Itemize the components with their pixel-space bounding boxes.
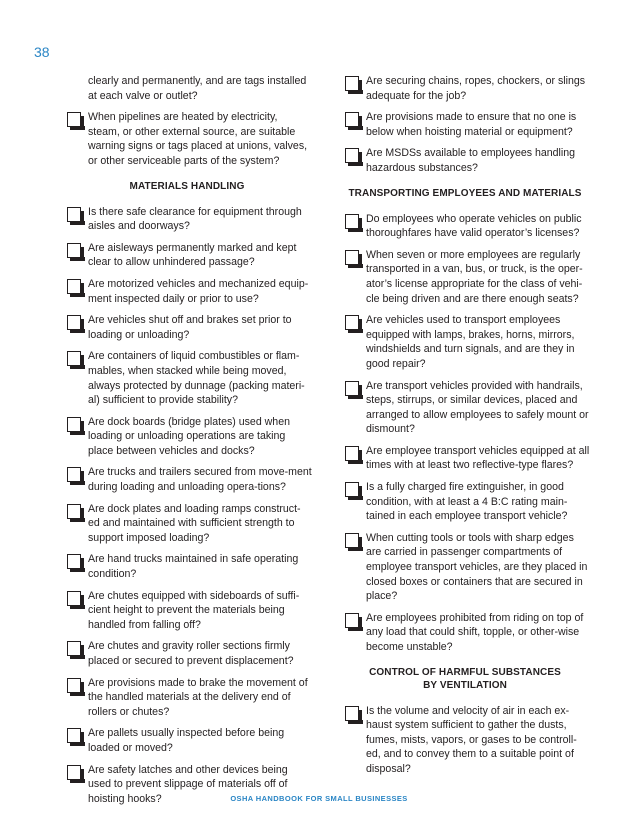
checkbox[interactable] xyxy=(345,533,359,548)
checklist-item xyxy=(340,74,590,103)
item-text: Are trucks and trailers secured from move-ment during loading and unloading opera-tions? xyxy=(88,466,312,494)
checklist-item xyxy=(340,531,590,604)
checkbox[interactable] xyxy=(345,613,359,628)
checklist-item xyxy=(340,146,590,175)
item-text: Are dock plates and loading ramps construct-ed and maintained with sufficient strength to support imposed loading? xyxy=(88,502,301,544)
checklist-item xyxy=(62,241,312,270)
item-text: Are aisleways permanently marked and kept clear to allow unhindered passage? xyxy=(88,241,297,269)
checkbox[interactable] xyxy=(67,243,81,258)
checklist-item xyxy=(62,205,312,234)
checkbox[interactable] xyxy=(345,250,359,265)
checkbox[interactable] xyxy=(345,76,359,91)
section-title-ventilation xyxy=(340,666,590,692)
checklist-item xyxy=(340,444,590,473)
checklist-item xyxy=(62,552,312,581)
checklist-item xyxy=(62,465,312,494)
section-title-line: BY VENTILATION xyxy=(423,679,507,691)
item-text: Are vehicles used to transport employees equipped with lamps, brakes, horns, mirrors, windshields and turn signals, and are they in good repair? xyxy=(366,314,575,370)
right-column xyxy=(340,74,590,784)
item-text: Are securing chains, ropes, chockers, or slings adequate for the job? xyxy=(366,75,586,102)
item-text: When pipelines are heated by electricity, steam, or other external source, are suitable warning signs or tags placed at unions, valves, or other serviceable parts of the system? xyxy=(88,111,308,167)
checklist-item xyxy=(340,212,590,241)
continued-item-text: clearly and permanently, and are tags installed at each valve or outlet? xyxy=(88,75,307,102)
checkbox[interactable] xyxy=(345,482,359,497)
checkbox[interactable] xyxy=(67,504,81,519)
item-text: Are pallets usually inspected before being loaded or moved? xyxy=(88,727,285,754)
item-text: Are employees prohibited from riding on top of any load that could shift, topple, or other-wise become unstable? xyxy=(366,611,584,653)
checkbox[interactable] xyxy=(67,315,81,330)
checkbox[interactable] xyxy=(67,279,81,294)
item-text: Is a fully charged fire extinguisher, in good condition, with at least a 4 B:C rating main-tained in each employee transport vehicle? xyxy=(366,481,568,523)
page-footer: OSHA HANDBOOK FOR SMALL BUSINESSES xyxy=(230,794,408,803)
checklist-item xyxy=(62,676,312,720)
checkbox[interactable] xyxy=(67,641,81,656)
section-title-line: CONTROL OF HARMFUL SUBSTANCES xyxy=(369,666,561,678)
item-text: Are transport vehicles provided with handrails, steps, stirrups, or similar devices, placed and arranged to allow employees to safely mount or dismount? xyxy=(366,379,589,436)
checklist-item xyxy=(62,589,312,633)
checkbox[interactable] xyxy=(345,446,359,461)
checkbox[interactable] xyxy=(67,591,81,606)
item-text: Are provisions made to brake the movement of the handled materials at the delivery end of rollers or chutes? xyxy=(88,676,308,718)
item-text: Are containers of liquid combustibles or flam-mables, when stacked while being moved, always protected by dunnage (packing materi-al) sufficient to provide stability? xyxy=(88,350,305,407)
checkbox[interactable] xyxy=(345,706,359,721)
item-text: Are hand trucks maintained in safe operating condition? xyxy=(88,553,299,581)
item-text: Are vehicles shut off and brakes set prior to loading or unloading? xyxy=(88,314,292,341)
item-text: Are MSDSs available to employees handling hazardous substances? xyxy=(366,147,576,174)
item-text: Are employee transport vehicles equipped at all times with at least two reflective-type flares? xyxy=(366,444,590,472)
item-text: Do employees who operate vehicles on public thoroughfares have valid operator’s licenses? xyxy=(366,212,582,240)
left-column xyxy=(62,74,312,813)
checklist-item xyxy=(62,502,312,546)
checkbox[interactable] xyxy=(67,112,81,127)
checklist-item xyxy=(340,110,590,139)
checklist-item xyxy=(340,379,590,437)
checkbox[interactable] xyxy=(67,554,81,569)
checklist-item xyxy=(62,277,312,306)
checklist-item xyxy=(340,313,590,371)
item-text: When seven or more employees are regularly transported in a van, bus, or truck, is the oper-ator’s license appropriate for the class of vehi-cle being driven and are there enough seats? xyxy=(366,248,583,305)
item-text: Are safety latches and other devices being used to prevent slippage of materials off of hoisting hooks? xyxy=(88,763,288,805)
checkbox[interactable] xyxy=(345,315,359,330)
checklist-item xyxy=(340,704,590,777)
checklist-item xyxy=(62,110,312,168)
checklist-item xyxy=(62,349,312,407)
item-text: Are provisions made to ensure that no one is below when hoisting material or equipment? xyxy=(366,111,577,138)
checkbox[interactable] xyxy=(345,148,359,163)
checkbox[interactable] xyxy=(345,381,359,396)
checklist-item xyxy=(62,415,312,459)
item-text: Are dock boards (bridge plates) used when loading or unloading operations are taking place between vehicles and docks? xyxy=(88,415,290,457)
item-text: When cutting tools or tools with sharp edges are carried in passenger compartments of employee transport vehicles, are they placed in closed boxes or containers that are secured in place? xyxy=(366,531,588,603)
page-number: 38 xyxy=(34,44,50,60)
checklist-item xyxy=(340,248,590,306)
section-title-transporting: TRANSPORTING EMPLOYEES AND MATERIALS xyxy=(348,187,582,199)
checklist-item xyxy=(62,313,312,342)
checklist-item xyxy=(62,726,312,755)
section-title-materials-handling: MATERIALS HANDLING xyxy=(129,180,245,192)
checkbox[interactable] xyxy=(345,112,359,127)
checkbox[interactable] xyxy=(67,678,81,693)
checkbox[interactable] xyxy=(67,417,81,432)
item-text: Are chutes and gravity roller sections firmly placed or secured to prevent displacement? xyxy=(88,640,294,667)
checklist-item xyxy=(340,611,590,655)
item-text: Is there safe clearance for equipment through aisles and doorways? xyxy=(88,205,302,233)
checkbox[interactable] xyxy=(67,351,81,366)
checklist-item xyxy=(62,639,312,668)
item-text: Are motorized vehicles and mechanized equip-ment inspected daily or prior to use? xyxy=(88,277,309,305)
checkbox[interactable] xyxy=(67,207,81,222)
checklist-item xyxy=(340,480,590,524)
item-text: Are chutes equipped with sideboards of suffi-cient height to prevent the materials being handled from falling off? xyxy=(88,589,300,631)
checkbox[interactable] xyxy=(67,467,81,482)
checkbox[interactable] xyxy=(67,728,81,743)
checkbox[interactable] xyxy=(67,765,81,780)
item-text: Is the volume and velocity of air in each ex-haust system sufficient to gather the dusts, fumes, mists, vapors, or gases to be controll-ed, and to convey them to a suitable point of disposal? xyxy=(366,704,577,775)
checkbox[interactable] xyxy=(345,214,359,229)
